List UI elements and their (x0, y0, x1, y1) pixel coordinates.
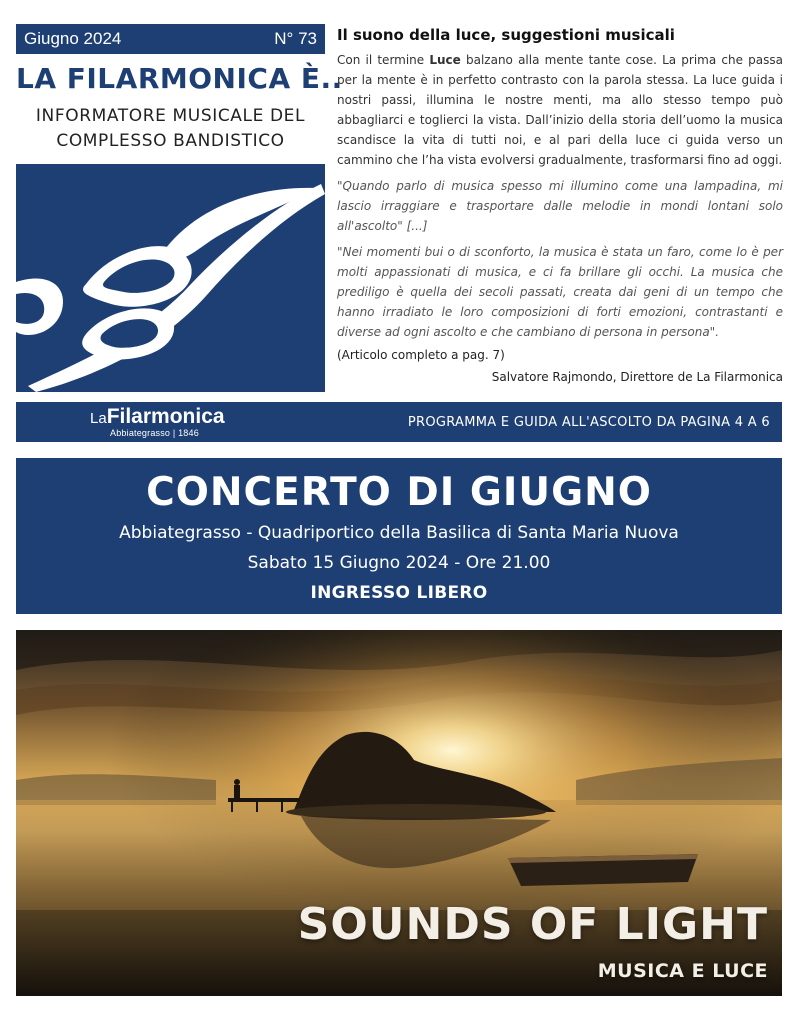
treble-clef-icon (16, 164, 325, 392)
photo-title: SOUNDS OF LIGHT (297, 899, 768, 950)
article-title: Il suono della luce, suggestioni musicali (337, 26, 675, 44)
masthead-title: LA FILARMONICA È.. (16, 62, 343, 95)
article-quote-2: "Nei momenti bui o di sconforto, la musica è stata un faro, come lo è per molti appassionati di musica, e ci fa brillare gli occhi. La musica che prediligo è quella dei secoli passati, creata dai geni di un tempo che hanno irradiato le loro composizioni di forti emozioni, contrastanti e diverse ad ogni ascolto e che cambiano di persona in persona". (337, 245, 783, 339)
article-intro-rest: balzano alla mente tante cose. La prima che passa per la mente è in perfetto contrasto con la parola stessa. La luce guida i nostri passi, illumina le nostre menti, ma allo stesso tempo può abbagliarci e toglierci la vista. Dall’inizio della storia dell’uomo la musica scandisce la vita di tutti noi, e al pari della luce ci guida verso un cammino che l’ha vista evolversi gradualmente, trasformarsi fino ad oggi. (337, 53, 783, 167)
masthead-subtitle-line1: INFORMATORE MUSICALE DEL (35, 106, 306, 126)
brand-strip (16, 402, 782, 442)
concert-title: CONCERTO DI GIUGNO (146, 470, 652, 515)
issue-number: N° 73 (274, 29, 317, 48)
program-guide-text: PROGRAMMA E GUIDA ALL'ASCOLTO DA PAGINA 4 A 6 (407, 414, 770, 430)
article-reference: (Articolo completo a pag. 7) (337, 348, 505, 362)
sunset-lake-photo (16, 630, 782, 996)
article-signature: Salvatore Rajmondo, Direttore de La Filarmonica (491, 370, 783, 384)
logo-la: La (90, 410, 107, 427)
logo-subtitle: Abbiategrasso | 1846 (110, 428, 199, 438)
masthead-subtitle (16, 104, 325, 154)
concert-banner (16, 458, 782, 614)
filarmonica-logo (90, 406, 225, 438)
concert-entry: INGRESSO LIBERO (310, 583, 488, 603)
issue-bar (16, 24, 325, 54)
concert-datetime: Sabato 15 Giugno 2024 - Ore 21.00 (247, 553, 551, 573)
article-intro-start: Con il termine (337, 53, 430, 67)
issue-month: Giugno 2024 (24, 29, 122, 48)
article-intro (337, 50, 783, 170)
article-quote-1: "Quando parlo di musica spesso mi illumino come una lampadina, mi lascio irraggiare e trasportare dalle melodie in mondi lontani solo all'ascolto" [...] (337, 179, 783, 233)
logo-name: Filarmonica (106, 405, 225, 428)
photo-subtitle: MUSICA E LUCE (597, 960, 768, 982)
article (337, 26, 783, 384)
article-keyword: Luce (429, 53, 461, 67)
masthead-subtitle-line2: COMPLESSO BANDISTICO (56, 131, 285, 151)
concert-location: Abbiategrasso - Quadriportico della Basilica di Santa Maria Nuova (119, 523, 679, 543)
